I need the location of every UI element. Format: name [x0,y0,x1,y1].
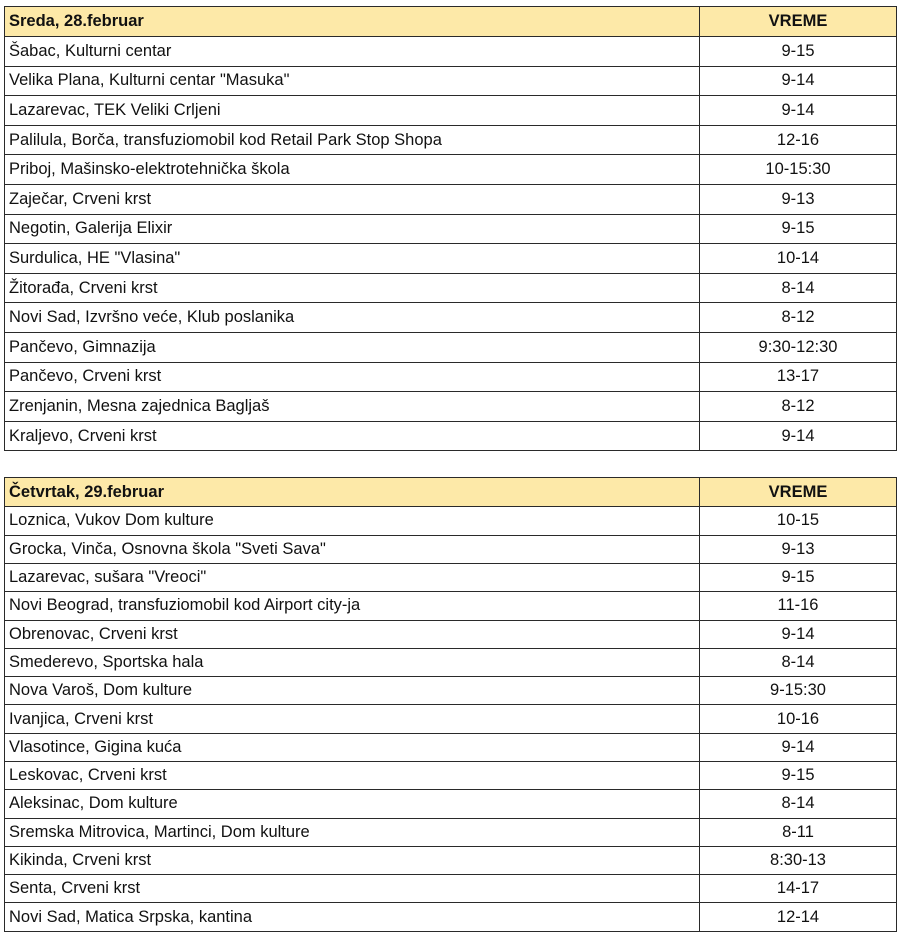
table-row [5,733,897,761]
time-cell: 14-17 [700,875,897,903]
table-row [5,875,897,903]
time-cell: 8-11 [700,818,897,846]
table-row [5,535,897,563]
table-header-row [5,7,897,37]
table-body [5,507,897,931]
location-cell: Zaječar, Crveni krst [5,184,700,214]
table-row [5,903,897,931]
location-cell: Kikinda, Crveni krst [5,846,700,874]
location-cell: Velika Plana, Kulturni centar "Masuka" [5,66,700,96]
table-row [5,184,897,214]
time-cell: 8-14 [700,648,897,676]
table-row [5,303,897,333]
location-cell: Lazarevac, sušara "Vreoci" [5,563,700,591]
table-header-row [5,478,897,507]
location-cell: Lazarevac, TEK Veliki Crljeni [5,96,700,126]
table-row [5,244,897,274]
time-cell: 8-12 [700,303,897,333]
table-row [5,214,897,244]
table-row [5,818,897,846]
location-cell: Leskovac, Crveni krst [5,761,700,789]
location-cell: Sremska Mitrovica, Martinci, Dom kulture [5,818,700,846]
table-row [5,620,897,648]
time-cell: 9-14 [700,96,897,126]
time-cell: 12-16 [700,125,897,155]
time-cell: 9-14 [700,66,897,96]
time-cell: 10-15 [700,507,897,535]
time-cell: 9-13 [700,184,897,214]
time-cell: 9:30-12:30 [700,332,897,362]
time-cell: 10-15:30 [700,155,897,185]
time-column-header: VREME [700,7,897,37]
location-cell: Smederevo, Sportska hala [5,648,700,676]
time-cell: 8-14 [700,273,897,303]
table-row [5,332,897,362]
time-cell: 9-15 [700,761,897,789]
time-cell: 8-14 [700,790,897,818]
table-row [5,648,897,676]
location-cell: Novi Beograd, transfuziomobil kod Airport city-ja [5,592,700,620]
table-spacer [4,451,896,477]
table-row [5,125,897,155]
location-cell: Kraljevo, Crveni krst [5,421,700,451]
time-cell: 9-15 [700,214,897,244]
location-cell: Pančevo, Gimnazija [5,332,700,362]
table-row [5,392,897,422]
table-row [5,563,897,591]
time-cell: 9-15 [700,37,897,67]
table-row [5,66,897,96]
table-row [5,96,897,126]
time-cell: 8:30-13 [700,846,897,874]
location-cell: Obrenovac, Crveni krst [5,620,700,648]
time-cell: 9-14 [700,620,897,648]
table-row [5,846,897,874]
schedule-sheet [4,6,896,932]
location-cell: Senta, Crveni krst [5,875,700,903]
location-cell: Aleksinac, Dom kulture [5,790,700,818]
location-cell: Novi Sad, Izvršno veće, Klub poslanika [5,303,700,333]
table-row [5,37,897,67]
schedule-table-wednesday [4,6,897,451]
location-cell: Pančevo, Crveni krst [5,362,700,392]
time-cell: 9-14 [700,733,897,761]
time-cell: 12-14 [700,903,897,931]
table-row [5,421,897,451]
time-cell: 13-17 [700,362,897,392]
time-cell: 9-13 [700,535,897,563]
table-row [5,273,897,303]
location-cell: Novi Sad, Matica Srpska, kantina [5,903,700,931]
location-cell: Vlasotince, Gigina kuća [5,733,700,761]
location-cell: Negotin, Galerija Elixir [5,214,700,244]
table-row [5,677,897,705]
time-cell: 8-12 [700,392,897,422]
table-row [5,790,897,818]
location-cell: Grocka, Vinča, Osnovna škola "Sveti Sava" [5,535,700,563]
location-cell: Zrenjanin, Mesna zajednica Bagljaš [5,392,700,422]
location-cell: Žitorađa, Crveni krst [5,273,700,303]
table-row [5,507,897,535]
day-title: Sreda, 28.februar [5,7,700,37]
table-row [5,155,897,185]
table-row [5,362,897,392]
day-title: Četvrtak, 29.februar [5,478,700,507]
schedule-table-thursday [4,477,897,931]
table-row [5,705,897,733]
location-cell: Loznica, Vukov Dom kulture [5,507,700,535]
time-cell: 11-16 [700,592,897,620]
time-cell: 9-14 [700,421,897,451]
time-column-header: VREME [700,478,897,507]
table-row [5,592,897,620]
location-cell: Ivanjica, Crveni krst [5,705,700,733]
location-cell: Šabac, Kulturni centar [5,37,700,67]
table-body [5,37,897,451]
location-cell: Palilula, Borča, transfuziomobil kod Retail Park Stop Shopa [5,125,700,155]
time-cell: 10-14 [700,244,897,274]
location-cell: Surdulica, HE "Vlasina" [5,244,700,274]
time-cell: 10-16 [700,705,897,733]
location-cell: Priboj, Mašinsko-elektrotehnička škola [5,155,700,185]
location-cell: Nova Varoš, Dom kulture [5,677,700,705]
table-row [5,761,897,789]
time-cell: 9-15:30 [700,677,897,705]
time-cell: 9-15 [700,563,897,591]
